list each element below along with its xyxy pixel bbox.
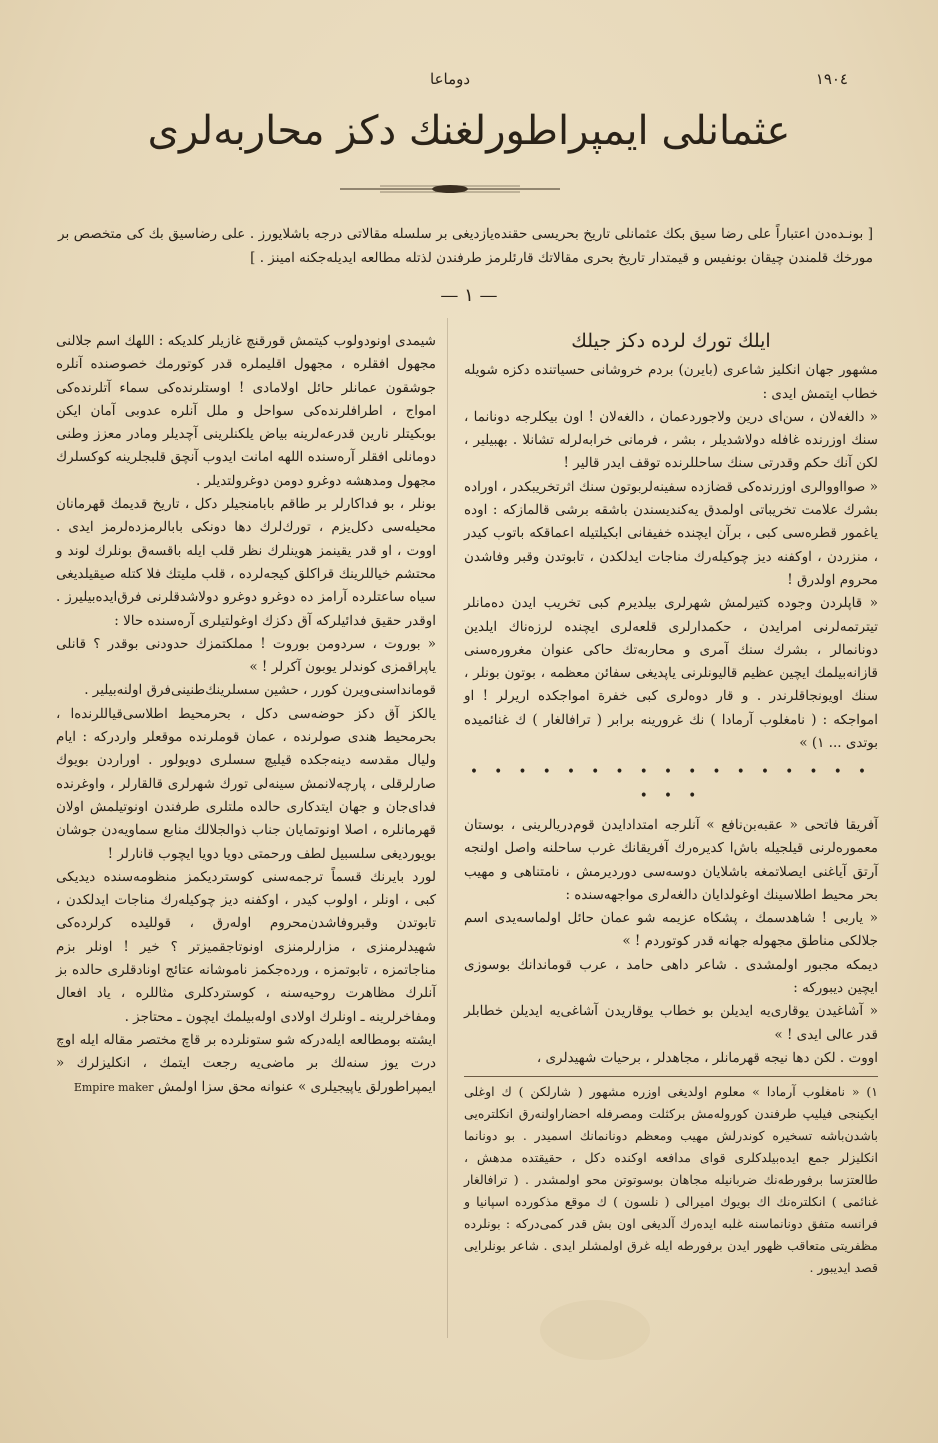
year-label: ١٩٠٤ [815, 70, 848, 88]
paragraph: « یاربی ! شاهدسمك ، پشكاه عزیمه شو عمان حائل اولماسه‌یدی اسم جلالكی مناطق مجهوله جهانه قدر كوتوردم ! » [464, 910, 878, 950]
paragraph: « آشاغیدن یوقاری‌یه ایدیلن بو خطاب یوقاریدن آشاغی‌یه ایدیلن خطابلر قدر عالی ایدی ! » [464, 1003, 878, 1043]
paragraph: بونلر ، بو فداكارلر بر طاقم بابامنجیلر دكل ، تاریخ قدیمك قهرمانان محیله‌سی دكل‌یزم ، تورك‌لرك دها دونكی بابالرمزده‌لرمز ایدی . اووت ، او قدر یقینمز هوینلرك نظر قلب ایله باقسه‌ق بونلرك لوند و محتشم خیاللرینك قراكلق كیجه‌لرده ، قلب ملیتك فلا كتله صیقیلدیغی سیاه ساعتلرده آرامز ده‌ دوغرو دوغرو دولاشدقلرنی فرق‌ایده‌بیلیرز . اوقدر حقیق فدائیلركه آق دكزك اوغولتیلری آره‌سنده حالا : [56, 496, 436, 629]
page-header [90, 70, 848, 94]
column-subtitle: ایلك تورك لرده دكز جیلك [571, 330, 771, 352]
left-column [56, 330, 436, 1099]
paragraph: اووت . لكن دها نیجه قهرمانلر ، مجاهدلر ، برحیات شهیدلری ، [536, 1049, 878, 1066]
right-column [464, 330, 878, 1279]
paragraph: لورد بایرنك قسماً ترجمه‌سنی كوستردیكمز منظومه‌سنده دیدیكی كبی ، اونلر ، اولوب كیدر ، اوكفنه دیز چوكیله‌رك مناجات ایدلكدن ، تابوتدن وقبروفاشدن‌محروم اوله‌رق ، قوللیده‌ كرلرده‌كی شهیدلرمنزی ، مزارلرمنزی اونوتاجقمیزتر ؟ خیر ! اونلر بزم مناجاتمزه ، تابوتمزه ، ورده‌جكمز ناموشانه عتائج اونادقلری حالده بز آنلرك مظاهرت روحیه‌سنه ، كوستردكلری مثاللره ، یاد افعال ومفاخرلرینه ـ اونلرك اولادی اوله‌بیلمك ایچون ـ محتاجز . [56, 868, 436, 1025]
paragraph: « دالغه‌لان ، سن‌ای درین ولاجوردعمان ، دالغه‌لان ! اون بیكلرجه دونانما ، سنك اوزرنده غافله دولاشدیلر ، بشر ، فرمانی خرابه‌لرله تشانلا . بهبیلیر ، لكن آنك حكم وقدرتی سنك ساحللرنده توقف ایدر قالیر ! [464, 408, 878, 472]
article-title: عثمانلی ایمپراطورلغنك دكز محاربه‌لری [147, 108, 791, 154]
paper-stain [540, 1300, 650, 1360]
paragraph: شیمدی اونودولوب كیتمش قورقنچ غازیلر كلدیكه : اللهك اسم جلالنی مجهول افقلره ، مجهول اقلیملره قدر كوتورمك خصوصنده آنلره جوشقون عمانلر حائل اولامادی ! اوستلرنده‌كی سماء آتلرنده‌كی امواج ، اطرافلرنده‌كی سواحل و ملل آنلره عدوبی آمان ایكن بوبكیتلر نارین قدرعه‌لرینه بیاض یلكنلرینی آچدیلر ومادر معزز وطنی دومانلی افقلر آره‌سنده اللهه امانت ایدوب آنچق قلبجلرینه كوكسلرك مجهول ومدهشه دوغرو دومن دوغرولتدیلر . [56, 333, 436, 489]
paragraph: آفریقا فاتحی « عقبه‌بن‌نافع » آنلرجه امتدادایدن قوم‌دریالرینی ، بوستان معموره‌لرنی قیلجیله باش‌ا كدیره‌رك آفریقانك غرب ساحلنه واصل اولنجه آرتق آیاغنی ایصلاتمغه باشلایان دوسه‌سی دوردیرمش ، نامتناهی و مهیب بحر محیط اطلاسینك اوغولدایان دالغه‌لری مواجهه‌سنده : [464, 816, 878, 903]
paragraph: « قاپلردن وجوده كتیرلمش شهرلری بیلدیرم كبی تخریب ایدن ده‌مانلر تیترتمه‌لرنی امرایدن ، حكمدارلری قلعه‌لری ایچنده لرزه‌ناك ایلدین دونانمالر ، بشرك سنك آمری و محاربه‌تك حاكی عنوان مغروره‌سنی قازانه‌بیلمك ایچین عظیم قالیونلرنی یاپدیغی سفائن معظمه ، بوتون بونلر ، سنك اویونجاقلرندر . و قار دوه‌لری كبی خفرة امواجكده اریرلر ! او امواجكه : ( نامغلوب آرمادا ) نك غرورینه برابر ( ترافالغار ) ك غنائمیده بوتدی ... ١) » [464, 595, 878, 752]
english-term: Empire maker [73, 1080, 154, 1094]
paragraph: مشهور جهان انكلیز شاعری (بایرن) بردم خروشانی حسیاتنده دكزه شویله خطاب ایتمش ایدی : [464, 362, 878, 402]
section-number: — ١ — [440, 285, 498, 306]
paragraph: قومانداسنی‌ویرن كورر ، حشین سسلرینك‌طنینی‌فرق اولنه‌بیلیر . [84, 682, 436, 699]
paragraph: دیمكه مجبور اولمشدی . شاعر داهی حامد ، عرب قوماندانك بوسوزی ایچین دیبوركه : [464, 956, 878, 997]
paragraph-text: ایشته بومطالعه ایله‌دركه شو ستونلرده بر قاچ مختصر مقاله ایله اوچ درت یوز سنه‌لك بر ماضی‌یه رجعت ایتمك ، انكلیزلرك « ایمپراطورلق یاپیجیلری » عنوانه محق سزا اولمش [56, 1031, 436, 1095]
column-rule [447, 318, 448, 1338]
dot-separator: • • • • • • • • • • • • • • • • • • • • [469, 764, 873, 804]
paragraph [56, 1029, 436, 1099]
paragraph: یالكز آق دكز حوضه‌سی دكل ، بحرمحیط اطلاسی‌قیاللرنده‌ا ، بحرمحیط هندی صولرنده ، عمان قوملرنده موقعلر واردركه : ایام ولیال مقدسه دینه‌جكده قیلیچ سسلری دویولور . اوراردن بویوك صارلرقلی ، پارچه‌لانمش سینه‌لی تورك شهرلری قالقارلر ، واوغرنده فدای‌جان و جهان ایتدكاری حالده ملتلری طرفندن اونوتیلمش اولان قهرمانلره ، اصلا اونوتمایان جناب ذوالجلالك منابع سماویه‌دن جوشان بویوردیغی سلسبیل لطف ورحمتی دویا دویا ایچوب قانارلر ! [56, 705, 436, 862]
paragraph: « بوروت ، سردومن بوروت ! مملكتمزك حدودنی بوقدر ؟ قانلی یاپراقمزی كوندلر یوبون آكرلر ! » [56, 635, 436, 676]
magazine-name: دوماعا [430, 70, 471, 88]
footnote: ١) « نامغلوب آرمادا » معلوم اولدیغی اوزره مشهور ( شارلكن ) ك اوغلی ایكینجی فیلیپ طرفندن كوروله‌مش بركثلت ومصرفله احضاراولنه‌رق انكلتره‌یی باشدن‌باشه تسخیره كوندرلش مهیب ومعظم دونانمانك اسمیدر . بو دونانما انكلیزلر جمع ایده‌بیلدكلری قوای مدافعه اوكنده دكل ، حقیقتده مدهش ، طالعتزسا برفورطه‌نك ضربانیله مجاهان بوسوتوتن محو اولمشدر . ( ترافالغار غنائمی ) انكلتره‌نك اك بویوك امیرالی ( نلسون ) ك موقع مذكورده اسپانیا و فرانسه متفق دونانماسنه غلبه ایده‌رك آلدیغی اون بش قدر كمی‌دركه : بونلرده مظفریتی متعاقب ظهور ایدن برفورطه ایله غرق اولمشلر ایدی . شاعر بونلرایی قصد ایدیبور . [464, 1076, 878, 1279]
intro-note: [ بونـده‌دن اعتباراً علی رضا سیق بكك عثمانلی تاریخ بحریسی حقنده‌یازدیغی بر سلسله مقالاتی درجه باشلایورز . علی رضاسیق بك كی متخصص بر مورخك قلمندن چیقان بونفیس و قیمتدار تاریخ بحری مقالاتك قارئلرمز طرفندن لذتله مطالعه ایدیله‌جكنه امینز . ] [58, 226, 873, 266]
paragraph: « صوااووالری اوزرنده‌كی قضازده سفینه‌لربوتون سنك اثرتخریبكدر ، اوراده بشرك علامت تخریباتی اولمدق یه‌كندیسندن باشقه برشی قالمازكه : اوده یاغمور قطره‌سی كبی ، برآن ایچنده خفیفانی ابكیلتیله اعماقكه باتوب كیدر ، منزردن ، اوكفنه دیز چوكیله‌رك مناجات ایدلكدن ، تابوتدن وقبر وفاشدن محروم اولدرق ! [464, 478, 878, 588]
ornament-divider [340, 180, 560, 198]
